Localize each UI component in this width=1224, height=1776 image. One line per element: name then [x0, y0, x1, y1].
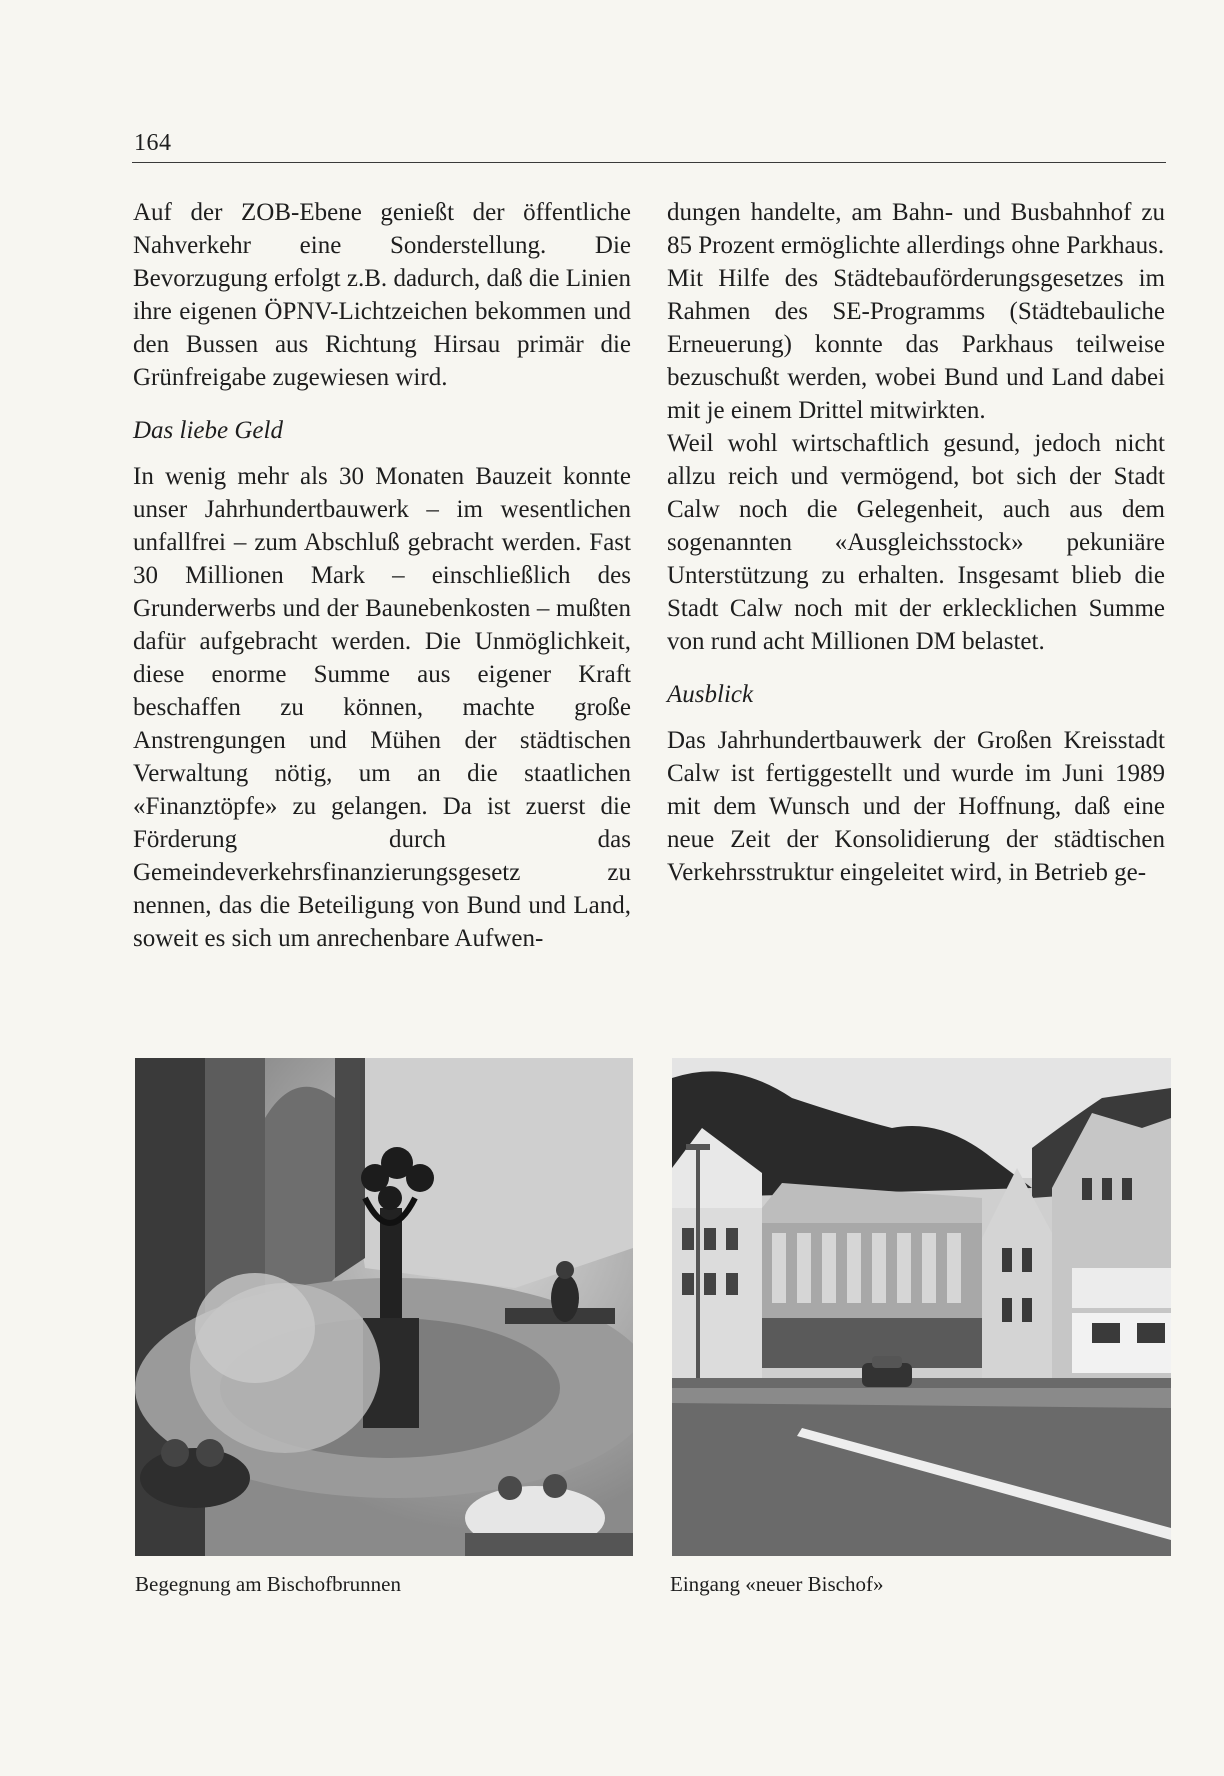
section-heading-ausblick: Ausblick	[667, 681, 754, 708]
right-paragraph-1: dungen handelte, am Bahn- und Busbahnhof zu 85 Prozent ermöglichte allerdings ohne Parkhaus.	[667, 199, 1165, 259]
neuer-bischof-image	[672, 1058, 1171, 1556]
right-paragraph-3: Weil wohl wirtschaftlich gesund, jedoch nicht allzu reich und vermögend, bot sich der Stadt Calw noch die Gelegenheit, auch aus dem sogenannten «Ausgleichsstock» pekuniäre Unterstützung zu erhalten. Insgesamt blieb die Stadt Calw noch mit der erklecklichen Summe von rund acht Millionen DM belastet.	[667, 430, 1165, 655]
section-heading-das-liebe-geld: Das liebe Geld	[133, 417, 283, 444]
left-paragraph-2: In wenig mehr als 30 Monaten Bauzeit konnte unser Jahrhundertbauwerk – im wesentlichen unfallfrei – zum Abschluß gebracht werden. Fast 30 Millionen Mark – einschließlich des Grunderwerbs und der Baunebenkosten – mußten dafür aufgebracht werden. Die Unmöglichkeit, diese enorme Summe aus eigener Kraft beschaffen zu können, machte große Anstrengungen und Mühen der städtischen Verwaltung nötig, um an die staatlichen «Finanztöpfe» zu gelangen. Da ist zuerst die Förderung durch das Gemeindeverkehrsfinanzierungsgesetz zu nennen, das die Beteiligung von Bund und Land, soweit es sich um anrechenbare Aufwen-	[133, 463, 631, 952]
caption-left: Begegnung am Bischofbrunnen	[135, 1572, 401, 1596]
fountain-plaza-image	[135, 1058, 633, 1556]
caption-right: Eingang «neuer Bischof»	[670, 1572, 884, 1596]
page-number: 164	[134, 130, 172, 156]
header-rule	[132, 162, 1166, 163]
right-paragraph-2: Mit Hilfe des Städtebauförderungsgesetzes im Rahmen des SE-Programms (Städtebauliche Erneuerung) konnte das Parkhaus teilweise bezuschußt werden, wobei Bund und Land dabei mit je einem Drittel mitwirkten.	[667, 265, 1165, 424]
photo-fountain-plaza	[135, 1058, 633, 1556]
right-paragraph-4: Das Jahrhundertbauwerk der Großen Kreisstadt Calw ist fertiggestellt und wurde im Juni 1989 mit dem Wunsch und der Hoffnung, daß eine neue Zeit der Konsolidierung der städtischen Verkehrsstruktur eingeleitet wird, in Betrieb ge-	[667, 727, 1165, 886]
photo-neuer-bischof-entrance	[672, 1058, 1171, 1556]
left-column	[133, 196, 631, 955]
right-column	[667, 196, 1165, 889]
left-paragraph-1: Auf der ZOB-Ebene genießt der öffentliche Nahverkehr eine Sonderstellung. Die Bevorzugung erfolgt z.B. dadurch, daß die Linien ihre eigenen ÖPNV-Lichtzeichen bekommen und den Bussen aus Richtung Hirsau primär die Grünfreigabe zugewiesen wird.	[133, 199, 631, 391]
